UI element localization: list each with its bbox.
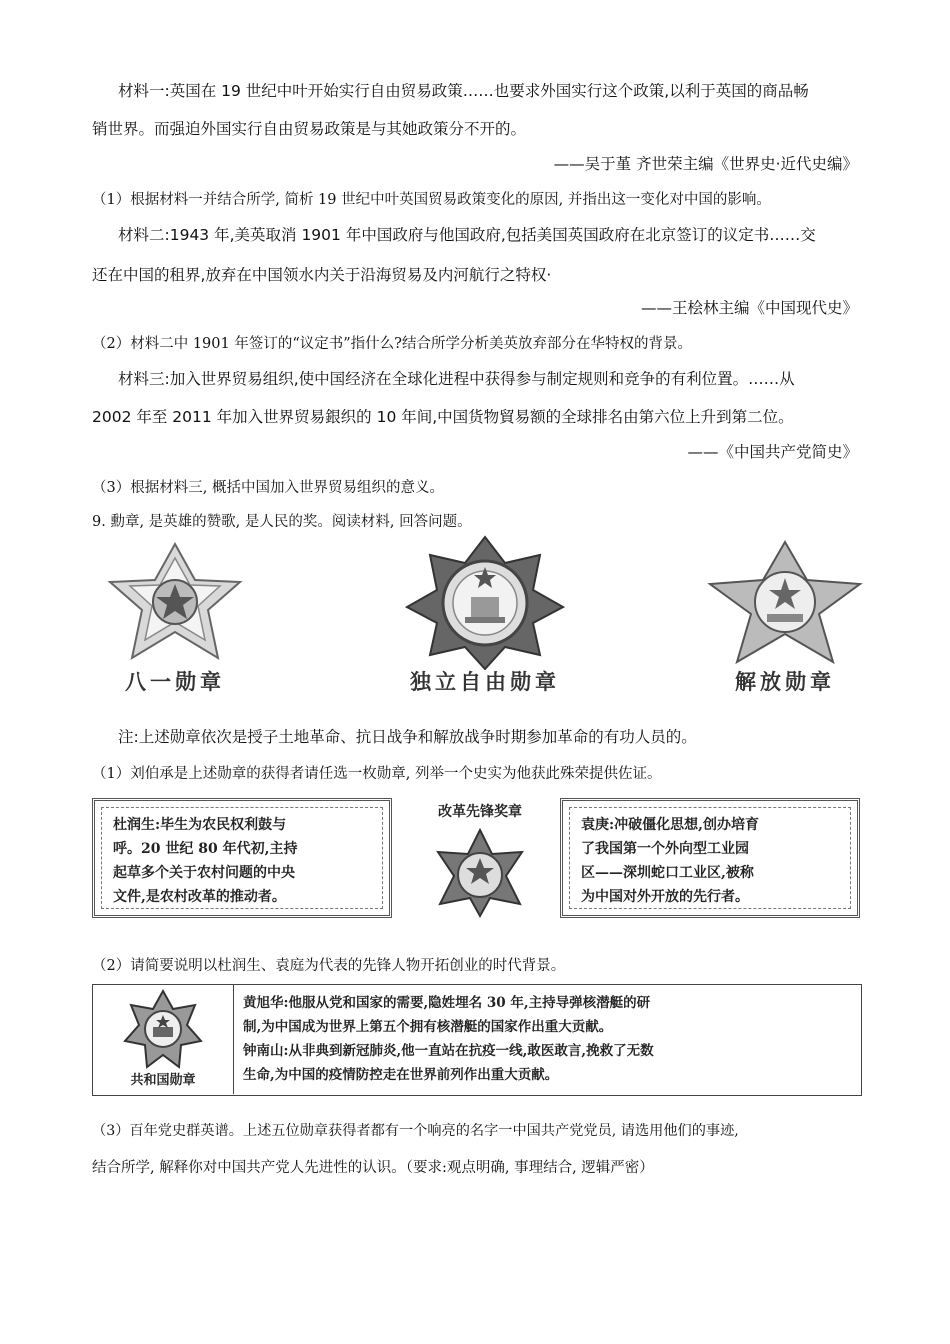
question-9-2: （2）请简要说明以杜润生、袁庭为代表的先锋人物开拓创业的时代背景。 <box>92 958 566 974</box>
question-9-title: 9. 勳章, 是英雄的赞歌, 是人民的奖。阅读材料, 回答问题。 <box>92 514 472 530</box>
question-9-3-line2: 结合所学, 解释你对中国共产党人先进性的认识。（要求:观点明确, 事理结合, 逻辑严密） <box>92 1160 654 1176</box>
material2-line2: 还在中国的租界,放弃在中国领水内关于沿海贸易及内河航行之特权· <box>92 266 552 284</box>
bayi-medal-image <box>100 540 250 665</box>
du-runsheng-line-3: 起草多个关于农村问题的中央 <box>113 865 295 881</box>
medal-label-independence: 独立自由勋章 <box>410 669 560 694</box>
huang-xuhua-line-1: 黄旭华:他服从党和国家的需要,隐姓埋名 30 年,主持导弹核潜艇的研 <box>243 995 651 1011</box>
medal-label-liberation: 解放勋章 <box>735 669 835 694</box>
material3-source: ——《中国共产党简史》 <box>687 443 858 461</box>
zhong-nanshan-line-1: 钟南山:从非典到新冠肺炎,他一直站在抗疫一线,敢医敢言,挽救了无数 <box>243 1043 654 1059</box>
question-8-3: （3）根据材料三, 概括中国加入世界贸易组织的意义。 <box>92 480 444 496</box>
independence-medal-image <box>405 535 565 670</box>
republic-medal-image <box>123 989 203 1069</box>
material3-line2: 2002 年至 2011 年加入世界贸易銀织的 10 年间,中国货物貿易额的全球排名由第六位上升到第二位。 <box>92 408 794 426</box>
reform-medal-image <box>430 828 530 918</box>
du-runsheng-line-4: 文件,是农村改革的推动者。 <box>113 889 286 905</box>
question-9-3-line1: （3）百年党史群英谱。上述五位勋章获得者都有一个响亮的名字一中国共产党党员, 请选用他们的事迹, <box>92 1123 739 1139</box>
du-runsheng-box <box>92 798 392 918</box>
material1-line1: 材料一:英国在 19 世纪中叶开始实行自由贸易政策……也要求外国实行这个政策,以利于英国的商品畅 <box>118 82 809 100</box>
material2-source: ——王桧林主编《中国现代史》 <box>640 299 858 317</box>
republic-medal-label: 共和国勋章 <box>130 1073 196 1088</box>
republic-medal-panel <box>93 985 234 1094</box>
question-8-1: （1）根据材料一并结合所学, 简析 19 世纪中叶英国贸易政策变化的原因, 并指出这一变化对中国的影响。 <box>92 192 771 208</box>
du-runsheng-line-2: 呼。20 世纪 80 年代初,主持 <box>113 841 298 857</box>
material1-line2: 销世界。而强迫外国实行自由贸易政策是与其她政策分不开的。 <box>92 120 527 138</box>
material2-line1: 材料二:1943 年,美英取消 1901 年中国政府与他国政府,包括美国英国政府在北京签订的议定书……交 <box>118 226 816 244</box>
reform-medal-label: 改革先锋奖章 <box>438 804 522 820</box>
republic-medal-box <box>92 984 862 1096</box>
huang-xuhua-line-2: 制,为中国成为世界上第五个拥有核潜艇的国家作出重大贡献。 <box>243 1019 613 1035</box>
yuan-geng-line-1: 袁庚:冲破僵化思想,创办培育 <box>581 817 760 833</box>
medal-label-bayi: 八一勋章 <box>125 669 225 694</box>
question-9-1: （1）刘伯承是上述勋章的获得者请任选一枚勋章, 列举一个史实为他获此殊荣提供佐证。 <box>92 766 662 782</box>
zhong-nanshan-line-2: 生命,为中国的疫情防控走在世界前列作出重大贡献。 <box>243 1067 559 1083</box>
yuan-geng-box <box>560 798 860 918</box>
yuan-geng-line-3: 区——深圳蛇口工业区,被称 <box>581 865 754 881</box>
yuan-geng-line-2: 了我国第一个外向型工业园 <box>581 841 749 857</box>
question-8-2: （2）材料二中 1901 年签订的“议定书”指什么?结合所学分析美英放弃部分在华特权的背景。 <box>92 336 692 352</box>
medal-note: 注:上述勋章依次是授子土地革命、抗日战争和解放战争时期参加革命的有功人员的。 <box>118 728 697 746</box>
liberation-medal-image <box>705 540 865 665</box>
material1-source: ——吴于堇 齐世荣主编《世界史·近代史编》 <box>553 155 858 173</box>
yuan-geng-line-4: 为中国对外开放的先行者。 <box>581 889 749 905</box>
material3-line1: 材料三:加入世界贸易组织,使中国经济在全球化进程中获得参与制定规则和竞争的有利位置。……从 <box>118 370 795 388</box>
du-runsheng-line-1: 杜润生:毕生为农民权利鼓与 <box>113 817 287 833</box>
